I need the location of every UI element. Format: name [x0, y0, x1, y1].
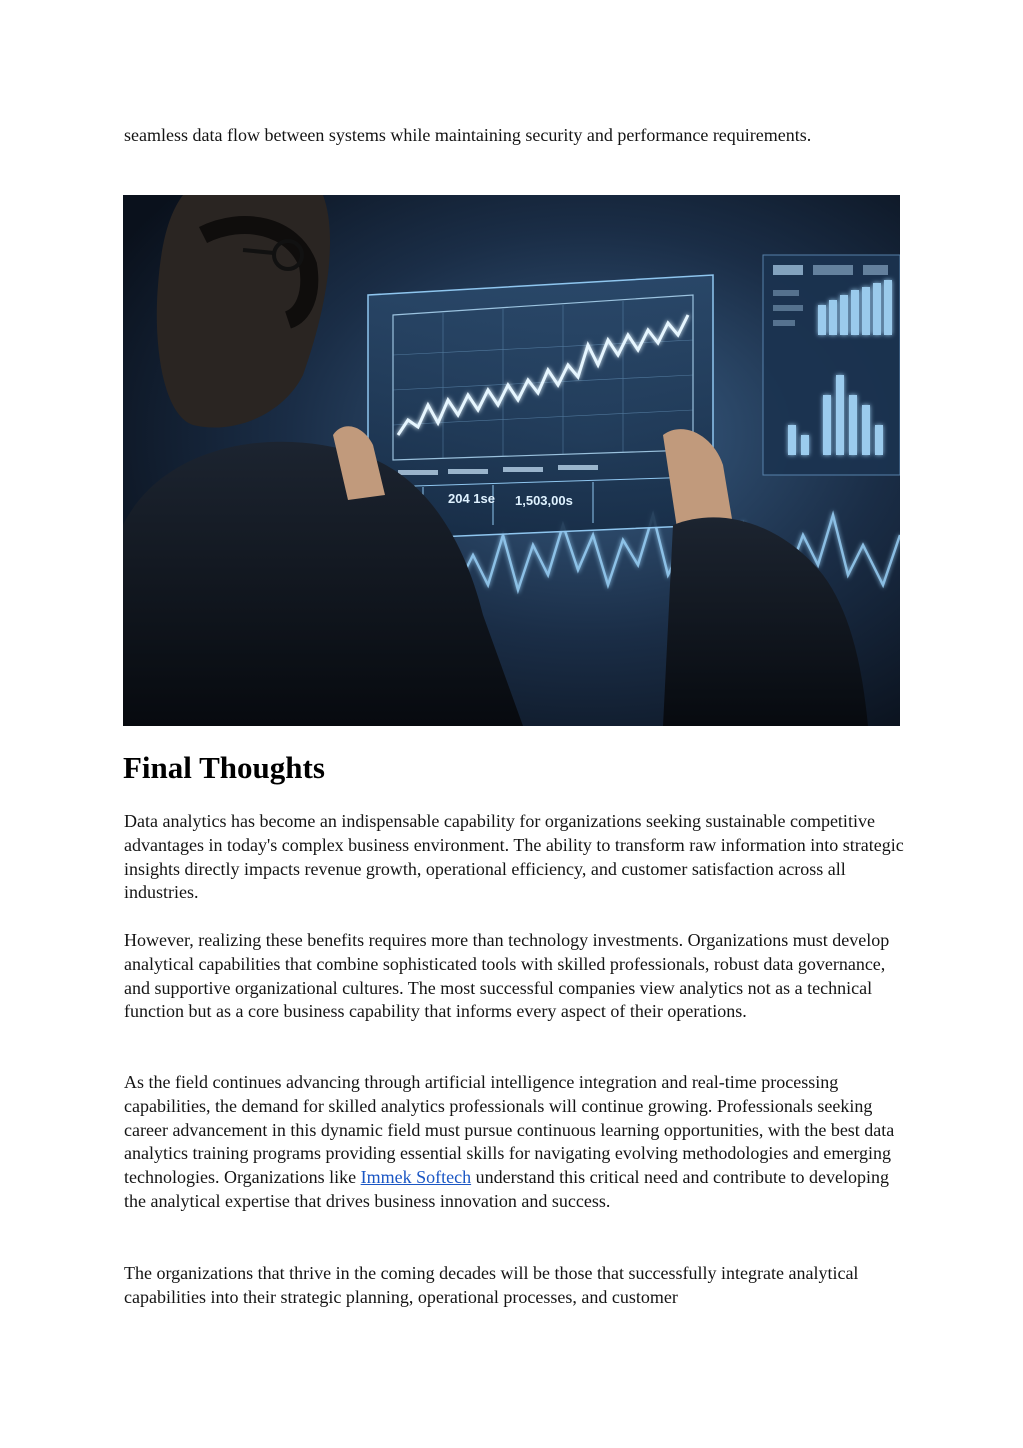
analyst-dashboard-image	[123, 195, 900, 726]
paragraph-1: Data analytics has become an indispensable capability for organizations seeking sustainable competitive advantages in today's complex business environment. The ability to transform raw information into strategic insights directly impacts revenue growth, operational efficiency, and customer satisfaction across all industries.	[124, 811, 904, 903]
panel-readout-b: 1,503,00s	[515, 493, 573, 508]
paragraph-3-text-after-link: understand this critical need and contribute to developing the analytical expertise that drives business innovation and success.	[124, 1167, 889, 1211]
paragraph-2: However, realizing these benefits requires more than technology investments. Organizations must develop analytical capabilities that combine sophisticated tools with skilled professionals, robust data governance, and supportive organizational cultures. The most successful companies view analytics not as a technical function but as a core business capability that informs every aspect of their operations.	[124, 930, 890, 1022]
paragraph-4: The organizations that thrive in the coming decades will be those that successfully integrate analytical capabilities into their strategic planning, operational processes, and customer	[124, 1263, 859, 1307]
section-heading: Final Thoughts	[123, 750, 325, 785]
paragraph-3	[124, 1071, 904, 1214]
panel-readout-a: 204 1se	[448, 491, 495, 506]
paragraph-3-text-before-link: As the field continues advancing through artificial intelligence integration and real-time processing capabilities, the demand for skilled analytics professionals will continue growing. Professionals seeking career advancement in this dynamic field must pursue continuous learning opportunities, with the best data analytics training programs providing essential skills for navigating evolving methodologies and emerging technologies. Organizations like	[124, 1072, 895, 1188]
side-dashboard-panel	[763, 255, 900, 475]
immek-softech-link[interactable]: Immek Softech	[360, 1167, 472, 1188]
intro-paragraph: seamless data flow between systems while maintaining security and performance requirements.	[124, 125, 812, 145]
